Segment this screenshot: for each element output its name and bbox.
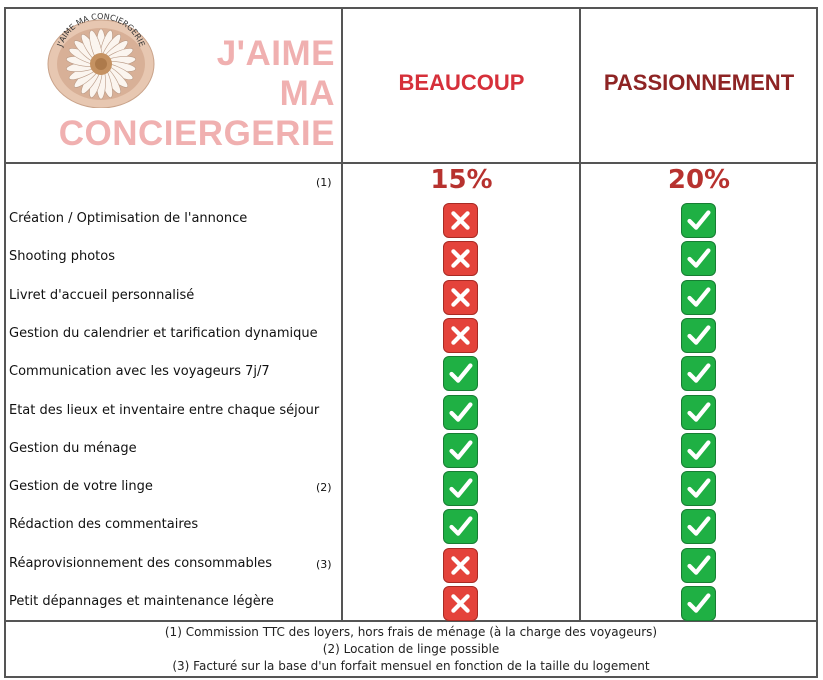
check-icon <box>443 471 478 506</box>
cross-icon <box>443 548 478 583</box>
row-label: Gestion du ménage <box>9 440 137 456</box>
svg-text:J'AIME MA CONCIERGERIE: J'AIME MA CONCIERGERIE <box>55 12 147 48</box>
column-divider-1 <box>341 7 343 621</box>
row-label: Livret d'accueil personnalisé <box>9 287 195 303</box>
column-header-passionnement: PASSIONNEMENT <box>603 70 795 95</box>
footnote-2: (2) Location de linge possible <box>322 642 500 656</box>
cross-icon <box>443 318 478 353</box>
check-icon <box>681 241 716 276</box>
row-footnote-ref: (3) <box>316 557 332 571</box>
check-icon <box>681 280 716 315</box>
row-label: Etat des lieux et inventaire entre chaque séjour <box>9 402 320 418</box>
brand-title-line-1: J'AIME <box>216 34 335 73</box>
footnote-3: (3) Facturé sur la base d'un forfait mensuel en fonction de la taille du logement <box>172 659 650 673</box>
cross-icon <box>443 241 478 276</box>
daisy-logo <box>46 12 156 108</box>
check-icon <box>681 433 716 468</box>
percent-passionnement: 20% <box>667 165 731 195</box>
header-divider <box>4 162 818 164</box>
cross-icon <box>443 203 478 238</box>
row-label: Création / Optimisation de l'annonce <box>9 211 248 226</box>
row-label: Gestion de votre linge <box>9 479 153 495</box>
brand-title-line-2: MA <box>279 74 335 113</box>
check-icon <box>681 356 716 391</box>
row-footnote-ref: (2) <box>316 481 332 495</box>
row-label: Communication avec les voyageurs 7j/7 <box>9 364 270 380</box>
row-label: Shooting photos <box>9 249 115 265</box>
column-header-beaucoup: BEAUCOUP <box>398 70 525 95</box>
check-icon <box>681 509 716 544</box>
row-label: Réaprovisionnement des consommables <box>9 555 273 571</box>
row-label: Gestion du calendrier et tarification dynamique <box>9 325 318 341</box>
check-icon <box>443 509 478 544</box>
check-icon <box>681 548 716 583</box>
cross-icon <box>443 280 478 315</box>
check-icon <box>681 318 716 353</box>
row-label: Petit dépannages et maintenance légère <box>9 594 274 609</box>
check-icon <box>681 586 716 621</box>
brand-title-line-3: CONCIERGERIE <box>58 114 335 153</box>
check-icon <box>443 395 478 430</box>
column-divider-2 <box>579 7 581 621</box>
check-icon <box>443 356 478 391</box>
cross-icon <box>443 586 478 621</box>
percent-beaucoup: 15% <box>430 165 493 195</box>
check-icon <box>681 203 716 238</box>
row-label: Rédaction des commentaires <box>9 517 199 533</box>
check-icon <box>681 395 716 430</box>
footnote-1: (1) Commission TTC des loyers, hors frais de ménage (à la charge des voyageurs) <box>164 625 658 639</box>
percent-footnote-ref: (1) <box>316 176 332 189</box>
check-icon <box>681 471 716 506</box>
check-icon <box>443 433 478 468</box>
